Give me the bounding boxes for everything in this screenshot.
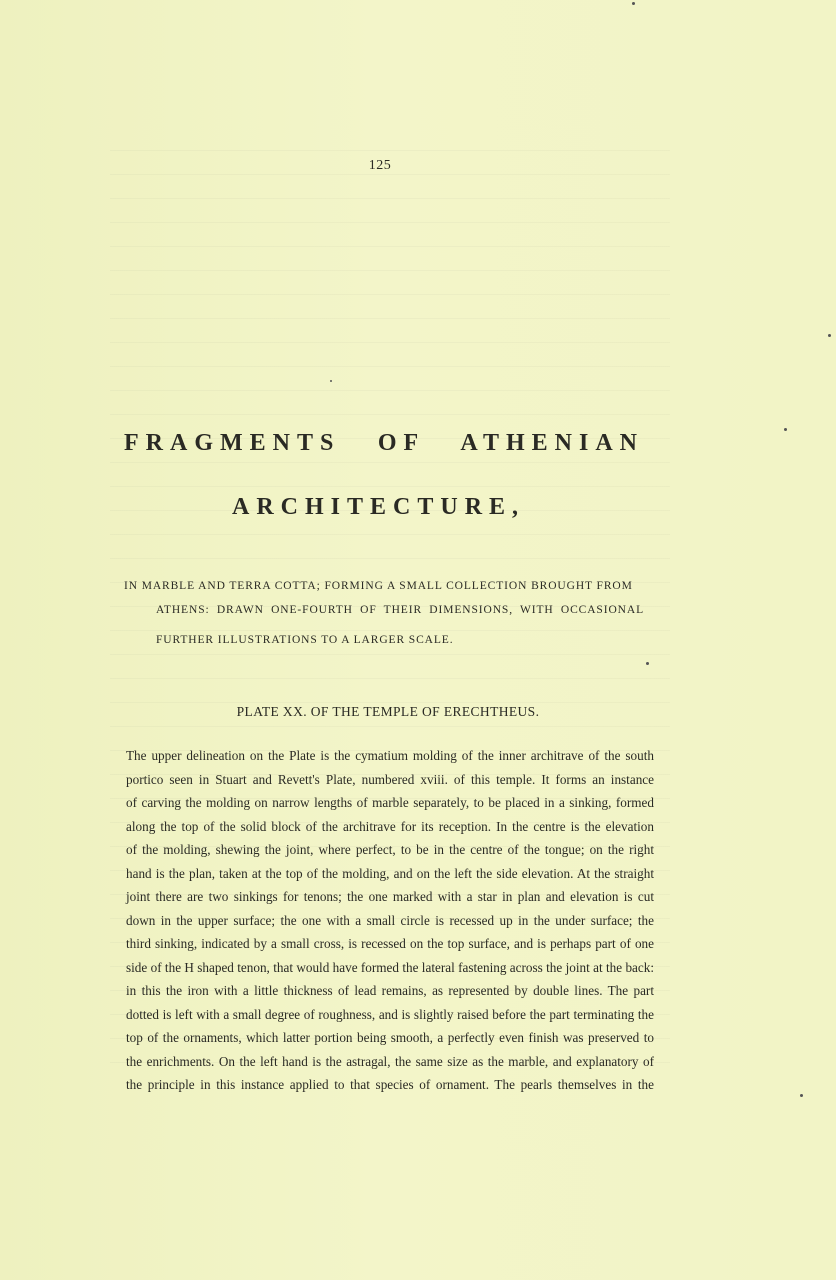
plate-heading: PLATE XX. OF THE TEMPLE OF ERECHTHEUS.	[236, 704, 540, 719]
body-paragraph	[126, 744, 654, 1097]
body-line: dotted is left with a small degree of roughness, and is slightly raised before the part terminating the	[126, 1006, 654, 1022]
body-line: of the molding, shewing the joint, where perfect, to be in the centre of the tongue; on the right	[126, 842, 654, 857]
body-line: along the top of the solid block of the architrave for its reception. In the centre is the elevation	[126, 818, 654, 834]
paper-speck	[800, 1094, 803, 1097]
body-line: side of the H shaped tenon, that would have formed the lateral fastening across the joint at the back:	[126, 959, 654, 975]
body-line: portico seen in Stuart and Revett's Plate, numbered xviii. of this temple. It forms an instance	[126, 771, 654, 787]
page-number: 125	[368, 158, 392, 173]
subtitle-line-2: ATHENS: DRAWN ONE-FOURTH OF THEIR DIMENSIONS, WITH OCCASIONAL	[156, 604, 644, 616]
body-line: in this the iron with a little thickness of lead remains, as represented by double lines. The part	[126, 983, 654, 998]
body-line: the principle in this instance applied to that species of ornament. The pearls themselves in the	[126, 1077, 654, 1092]
body-line: The upper delineation on the Plate is the cymatium molding of the inner architrave of the south	[126, 748, 654, 763]
paper-speck	[828, 334, 831, 337]
title-line-1: FRAGMENTS OF ATHENIAN	[124, 430, 644, 456]
paper-speck	[632, 2, 635, 5]
paper-speck	[330, 380, 332, 382]
body-line: joint there are two sinkings for tenons; the one marked with a star in plan and elevation is cut	[126, 889, 654, 904]
paper-speck	[646, 662, 649, 665]
body-line: the enrichments. On the left hand is the astragal, the same size as the marble, and explanatory of	[126, 1053, 654, 1069]
body-line: third sinking, indicated by a small cross, is recessed on the top surface, and is perhaps part of one	[126, 936, 654, 951]
subtitle-line-3: FURTHER ILLUSTRATIONS TO A LARGER SCALE.	[156, 634, 454, 646]
paper-speck	[784, 428, 787, 431]
body-line: of carving the molding on narrow lengths of marble separately, to be placed in a sinking, formed	[126, 795, 654, 810]
body-line: hand is the plan, taken at the top of the molding, and on the left the side elevation. At the straight	[126, 865, 654, 881]
title-line-2: ARCHITECTURE,	[232, 494, 526, 520]
body-line: top of the ornaments, which latter portion being smooth, a perfectly even finish was preserved to	[126, 1030, 654, 1045]
subtitle-line-1: IN MARBLE AND TERRA COTTA; FORMING A SMALL COLLECTION BROUGHT FROM	[124, 580, 633, 592]
body-line: down in the upper surface; the one with a small circle is recessed up in the under surface; the	[126, 912, 654, 928]
